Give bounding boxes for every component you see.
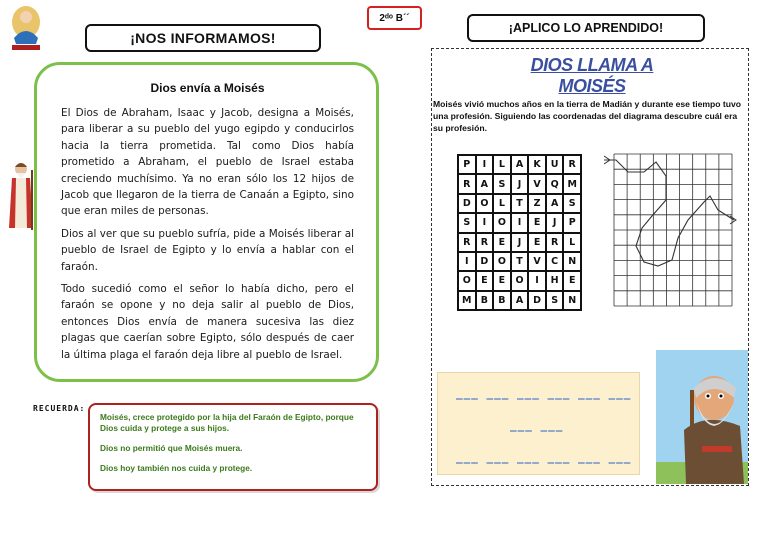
letter-cell: Z (528, 194, 546, 213)
letter-cell: A (511, 155, 529, 174)
answer-line-3[interactable]: ___ ___ ___ ___ ___ ___ (456, 451, 632, 464)
letter-cell: I (458, 252, 476, 271)
letter-cell: J (546, 213, 564, 232)
letter-cell: S (546, 291, 564, 310)
letter-cell: A (546, 194, 564, 213)
grade-badge: 2ᵈᵒ B´´ (367, 6, 422, 30)
letter-cell: I (528, 271, 546, 290)
activity-title: DIOS LLAMA A MOISÉS (530, 55, 654, 96)
letter-cell: A (476, 174, 494, 193)
letter-cell: J (511, 233, 529, 252)
letter-cell: P (563, 213, 581, 232)
letter-cell: J (511, 174, 529, 193)
story-paragraph-1: El Dios de Abraham, Isaac y Jacob, designa a Moisés, para liberar a su pueblo del yugo egipdo y conducirlos hacia la tierra prometida. Tal como Dios había prometido a Abraham, el pueblo de Israel estaba creciendo muchísimo. Ya no eran sólo los 12 hijos de Jacob que llegaron de la tierra de Canaán a Egipto, sino que eran miles de personas. (61, 107, 354, 218)
letter-cell: P (458, 155, 476, 174)
letter-cell: M (458, 291, 476, 310)
letter-cell: D (528, 291, 546, 310)
letter-cell: M (563, 174, 581, 193)
remember-item-3: Dios hoy también nos cuida y protege. (100, 463, 253, 473)
answer-line-2[interactable]: ___ ___ (510, 419, 564, 432)
letter-cell: I (476, 155, 494, 174)
letter-cell: N (563, 291, 581, 310)
letter-cell: L (493, 194, 511, 213)
section-header-right: ¡APLICO LO APRENDIDO! (467, 14, 705, 42)
letter-cell: V (528, 252, 546, 271)
letter-cell: L (563, 233, 581, 252)
remember-item-1: Moisés, crece protegido por la hija del Faraón de Egipto, porque Dios cuida y protege a sus hijos. (100, 412, 354, 433)
story-paragraph-2: Dios al ver que su pueblo sufría, pide a Moisés liberar al pueblo de Israel de Egipto y lo envía a hablar con el faraón. (61, 227, 354, 273)
letter-cell: E (476, 271, 494, 290)
story-title: Dios envía a Moisés (150, 81, 265, 95)
letter-cell: H (546, 271, 564, 290)
letter-cell: B (476, 291, 494, 310)
letter-cell: B (493, 291, 511, 310)
letter-cell: C (546, 252, 564, 271)
letter-cell: I (476, 213, 494, 232)
letter-cell: I (511, 213, 529, 232)
story-paragraph-3: Todo sucedió como el señor lo había dicho, pero el faraón se opone y no deja salir al pueblo de Dios, entonces Dios envía de manera sucesiva las diez plagas que caerían sobre Egipto, sólo después de caer la última plaga el faraón deja libre al pueblo de Israel. (61, 283, 354, 361)
activity-instructions: Moisés vivió muchos años en la tierra de Madián y durante ese tiempo tuvo una profesión. Siguiendo las coordenadas del diagrama descubre cuál era su profesión. (433, 99, 742, 133)
letter-cell: T (511, 252, 529, 271)
letter-cell: A (511, 291, 529, 310)
letter-cell: S (563, 194, 581, 213)
letter-cell: K (528, 155, 546, 174)
letter-cell: V (528, 174, 546, 193)
school-logo (6, 4, 46, 52)
letter-cell: Q (546, 174, 564, 193)
remember-panel (88, 403, 378, 491)
letter-cell: E (493, 271, 511, 290)
letter-cell: E (528, 233, 546, 252)
letter-cell: U (546, 155, 564, 174)
letter-cell: E (493, 233, 511, 252)
letter-cell: E (563, 271, 581, 290)
letter-cell: O (511, 271, 529, 290)
letter-grid (457, 154, 582, 311)
letter-cell: O (476, 194, 494, 213)
coordinate-path-diagram (604, 150, 742, 312)
letter-cell: O (458, 271, 476, 290)
letter-cell: D (458, 194, 476, 213)
letter-cell: L (493, 155, 511, 174)
moses-illustration-right (656, 350, 748, 484)
answer-area[interactable] (437, 372, 640, 475)
letter-cell: R (476, 233, 494, 252)
remember-label: RECUERDA: (33, 404, 86, 413)
letter-cell: E (528, 213, 546, 232)
letter-cell: S (493, 174, 511, 193)
letter-cell: R (458, 174, 476, 193)
answer-line-1[interactable]: ___ ___ ___ ___ ___ ___ (456, 387, 632, 400)
letter-cell: T (511, 194, 529, 213)
letter-cell: R (458, 233, 476, 252)
letter-cell: O (493, 252, 511, 271)
letter-cell: O (493, 213, 511, 232)
letter-cell: S (458, 213, 476, 232)
letter-cell: N (563, 252, 581, 271)
moses-illustration-left (4, 160, 38, 232)
letter-cell: R (546, 233, 564, 252)
remember-item-2: Dios no permitió que Moisés muera. (100, 443, 243, 453)
letter-cell: R (563, 155, 581, 174)
letter-cell: D (476, 252, 494, 271)
story-panel (34, 62, 379, 382)
section-header-left: ¡NOS INFORMAMOS! (85, 24, 321, 52)
